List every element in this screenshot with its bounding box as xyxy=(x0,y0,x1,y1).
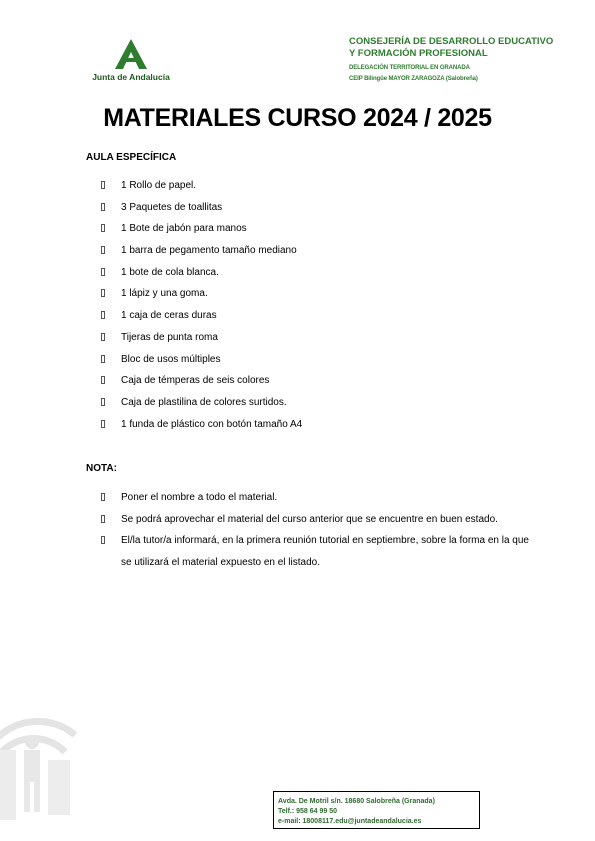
email-text: e-mail: 18008117.edu@juntadeandalucia.es xyxy=(278,818,422,825)
bullet-icon xyxy=(101,289,105,297)
bullet-icon xyxy=(101,536,105,544)
org-line-1: CONSEJERÍA DE DESARROLLO EDUCATIVO xyxy=(349,36,554,47)
contact-box xyxy=(273,791,480,829)
materials-heading: AULA ESPECÍFICA xyxy=(86,152,177,163)
list-item: El/la tutor/a informará, en la primera reunión tutorial en septiembre, sobre la forma en la que se utilizará el material expuesto en el listado. xyxy=(101,534,541,578)
org-line-3: DELEGACIÓN TERRITORIAL EN GRANADA xyxy=(349,65,470,71)
bullet-icon xyxy=(101,333,105,341)
bullet-icon xyxy=(101,311,105,319)
bullet-icon xyxy=(101,355,105,363)
phone-text: Telf.: 958 64 99 50 xyxy=(278,808,338,815)
bullet-icon xyxy=(101,203,105,211)
note-heading: NOTA: xyxy=(86,463,117,474)
junta-logo xyxy=(86,38,176,82)
bullet-icon xyxy=(101,224,105,232)
org-line-2: Y FORMACIÓN PROFESIONAL xyxy=(349,48,488,59)
org-line-4: CEIP Bilingüe MAYOR ZARAGOZA (Salobreña) xyxy=(349,76,478,82)
bullet-icon xyxy=(101,493,105,501)
bullet-icon xyxy=(101,268,105,276)
note-list xyxy=(101,491,541,578)
logo-text: Junta de Andalucía xyxy=(92,72,170,82)
page-title: MATERIALES CURSO 2024 / 2025 xyxy=(103,104,492,132)
bullet-icon xyxy=(101,181,105,189)
bullet-icon xyxy=(101,376,105,384)
institution-header xyxy=(349,36,574,85)
junta-logo-icon xyxy=(111,38,151,70)
bullet-icon xyxy=(101,246,105,254)
list-item: Se podrá aprovechar el material del curso anterior que se encuentre en buen estado. xyxy=(101,513,541,535)
bullet-icon xyxy=(101,515,105,523)
bullet-icon xyxy=(101,398,105,406)
address-text: Avda. De Motril s/n. 18680 Salobreña (Granada) xyxy=(278,798,435,805)
list-item: Poner el nombre a todo el material. xyxy=(101,491,541,513)
bullet-icon xyxy=(101,420,105,428)
junta-seal-watermark-icon xyxy=(0,690,80,820)
